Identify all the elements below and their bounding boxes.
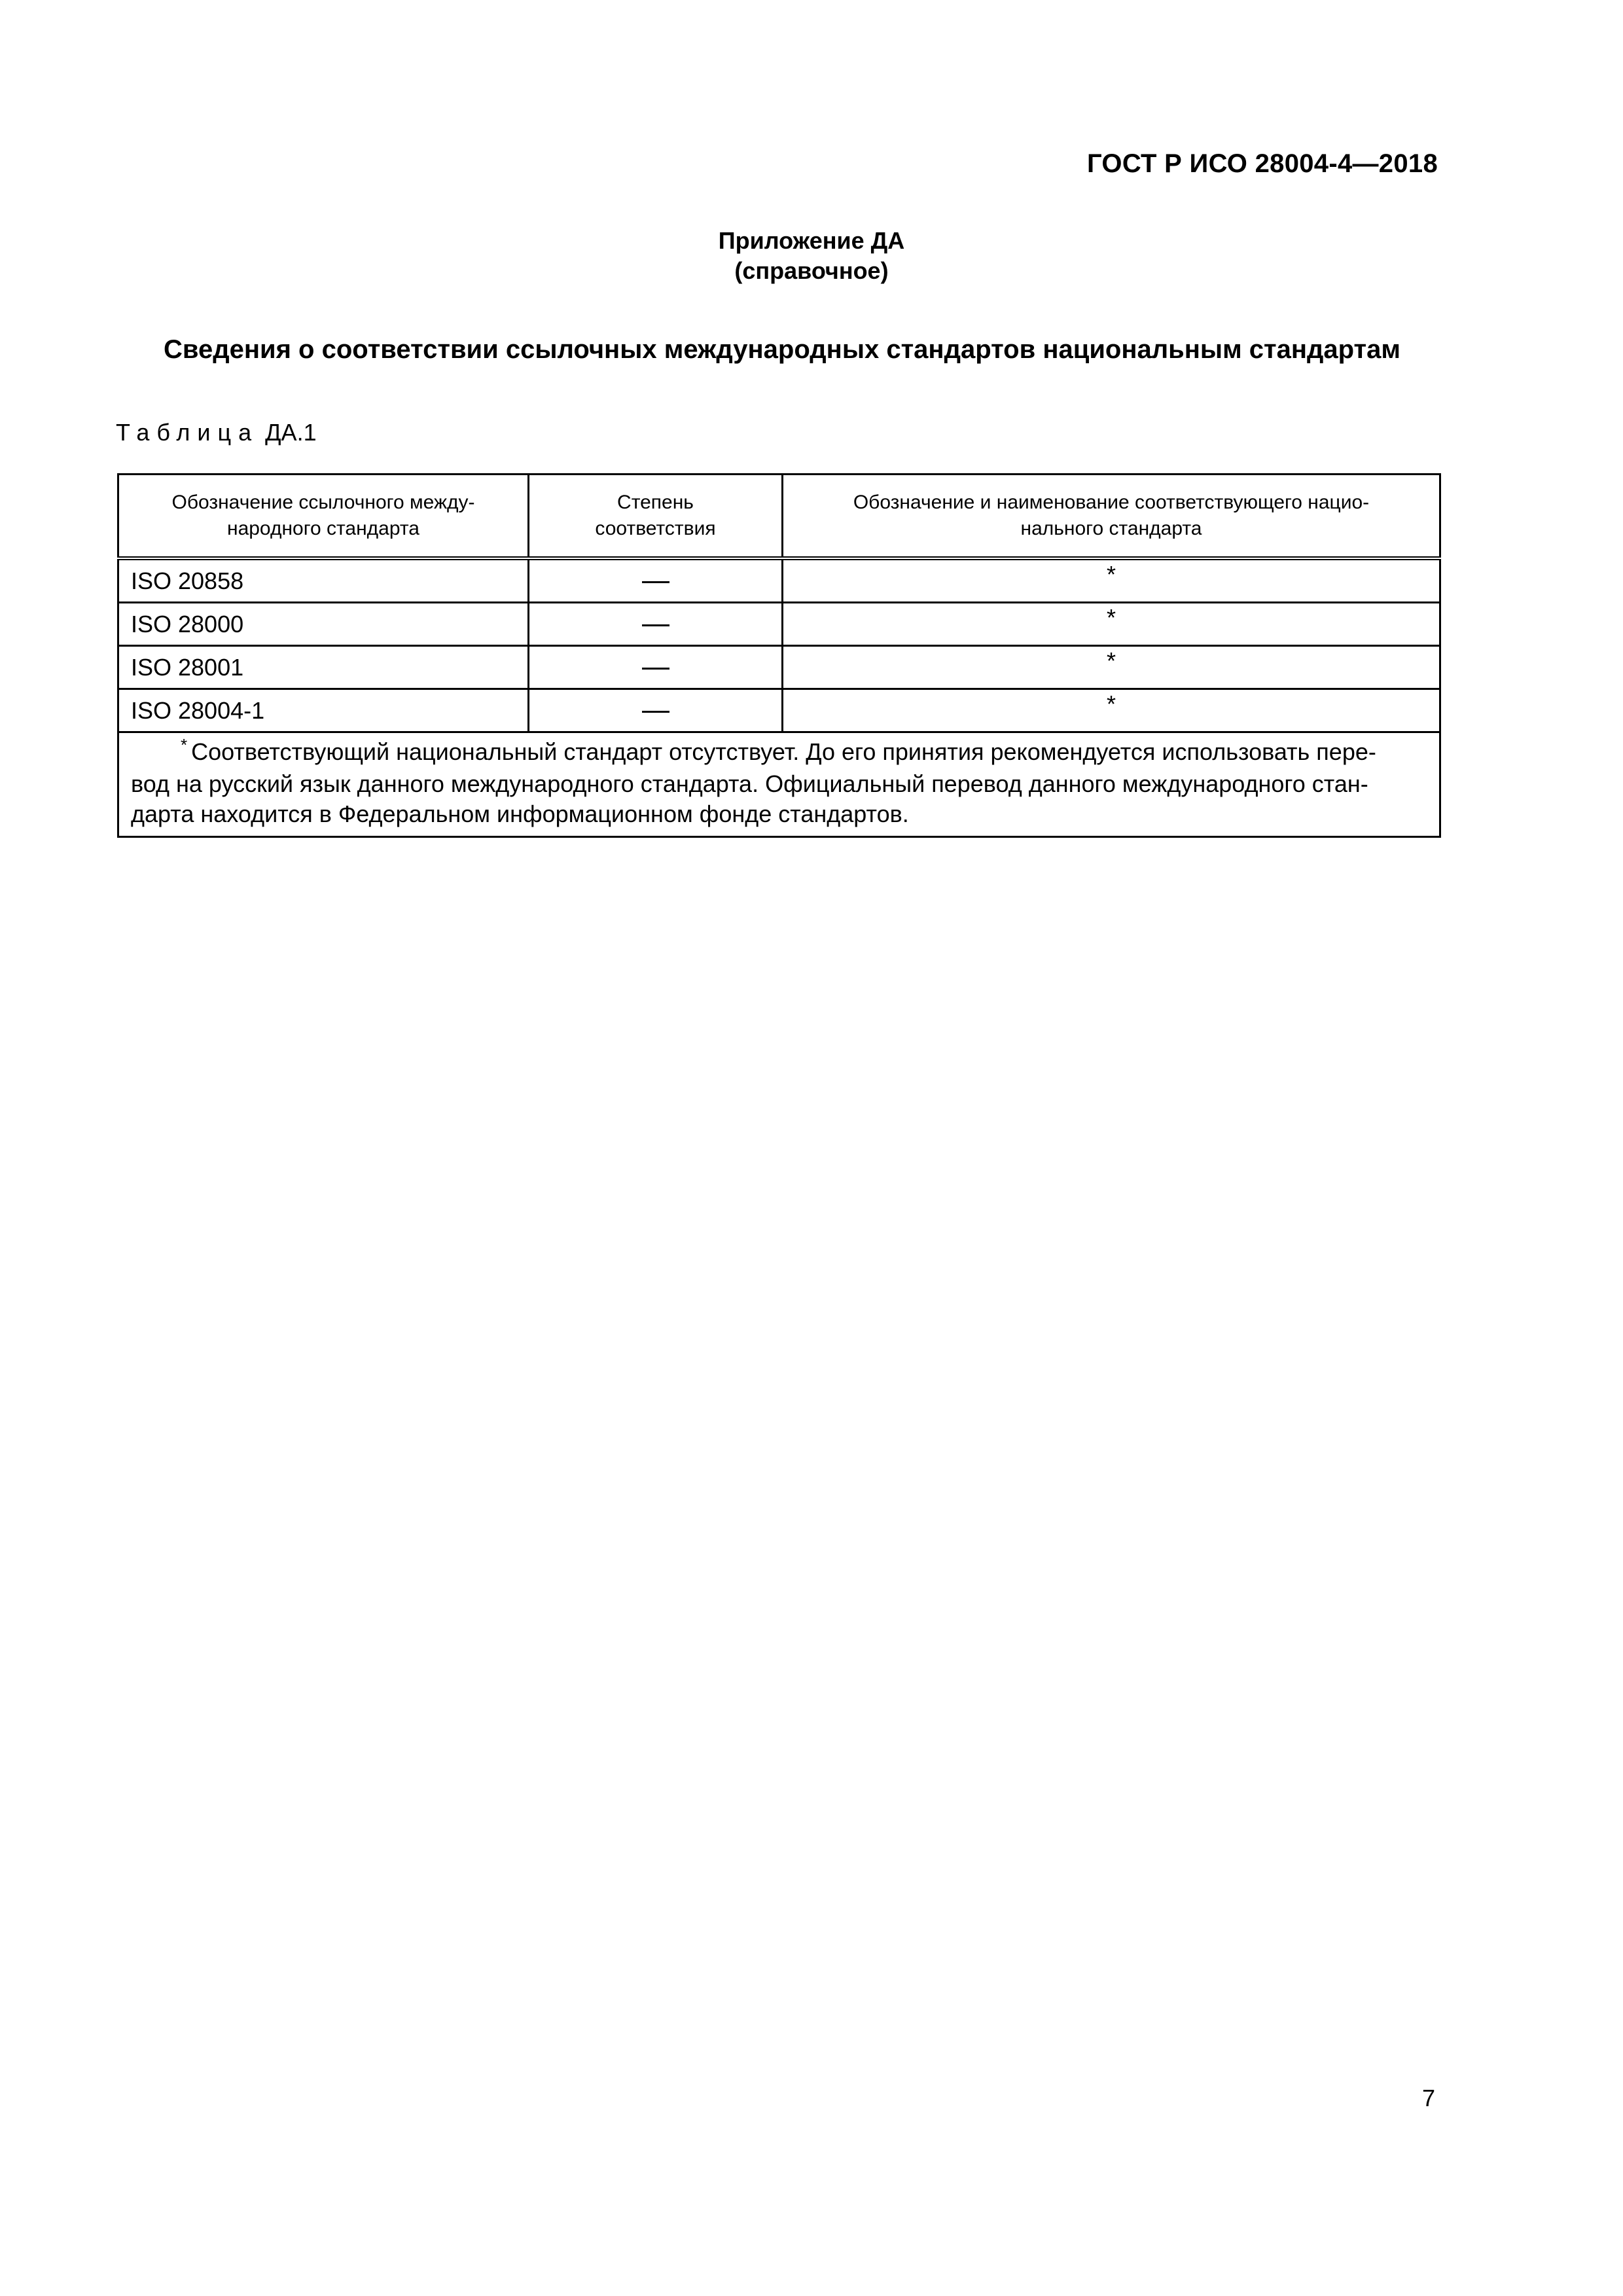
column-header-line: соответствия [595,518,716,539]
correspondence-table [117,473,1441,838]
degree-cell [529,689,783,732]
footnote-mark: * [181,735,188,755]
em-dash [642,581,669,583]
footnote-line: дарта находится в Федеральном информационном фонде стандартов. [131,800,909,827]
section-title: Сведения о соответствии ссылочных международных стандартов национальным стандартам [164,335,1400,364]
table-row [118,558,1440,603]
page-number: 7 [1421,2085,1435,2111]
annex-status: (справочное) [734,257,889,284]
correspondence-table-container [117,473,1439,838]
degree-cell [529,558,783,603]
international-standard-code: ISO 28004-1 [118,689,529,732]
column-header-line: Степень [617,492,694,513]
table-row [118,603,1440,646]
column-header-line: народного стандарта [227,518,419,539]
column-header-degree [529,475,783,559]
degree-cell [529,603,783,646]
national-standard-cell [783,603,1440,646]
table-footnote-row [118,732,1440,837]
international-standard-code: ISO 28000 [118,603,529,646]
column-header-line: Обозначение и наименование соответствующего нацио- [853,492,1370,513]
table-header-row [118,475,1440,559]
table-caption-number: ДА.1 [265,419,317,446]
table-caption-word: Таблица [116,419,259,446]
annex-heading [0,226,1623,286]
table-footnote [118,732,1440,837]
footnote-reference: * [1106,560,1116,588]
footnote-reference: * [1106,647,1116,674]
degree-cell [529,646,783,689]
national-standard-cell [783,558,1440,603]
column-header-line: Обозначение ссылочного между- [171,492,475,513]
national-standard-cell [783,646,1440,689]
em-dash [642,711,669,713]
em-dash [642,624,669,626]
table-caption [116,419,317,446]
document-code: ГОСТ Р ИСО 28004-4—2018 [1086,149,1438,178]
footnote-line [131,737,1427,769]
annex-title: Приложение ДА [718,227,905,254]
column-header-international-standard [118,475,529,559]
column-header-line: нального стандарта [1020,518,1202,539]
international-standard-code: ISO 20858 [118,558,529,603]
table-row [118,646,1440,689]
footnote-text: Соответствующий национальный стандарт отсутствует. До его принятия рекомендуется использовать пере- [191,738,1376,765]
national-standard-cell [783,689,1440,732]
footnote-line: вод на русский язык данного международного стандарта. Официальный перевод данного международного стан- [131,770,1368,797]
footnote-reference: * [1106,690,1116,717]
em-dash [642,668,669,670]
international-standard-code: ISO 28001 [118,646,529,689]
table-row [118,689,1440,732]
column-header-national-standard [783,475,1440,559]
footnote-reference: * [1106,603,1116,631]
